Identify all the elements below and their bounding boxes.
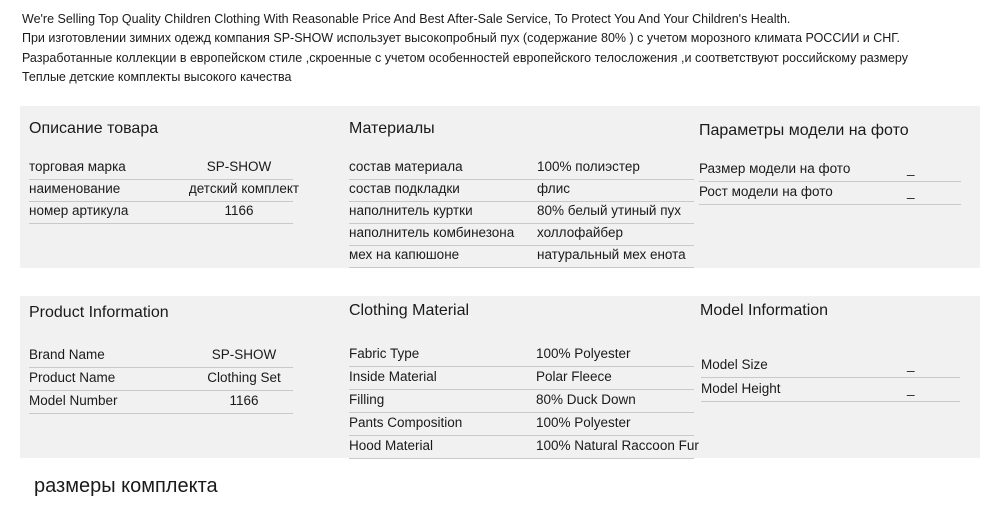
intro-line: We're Selling Top Quality Children Clothing With Reasonable Price And Best After-Sale Service, To Protect You And Your Children's Health. xyxy=(22,12,791,26)
spec-row xyxy=(701,356,960,378)
spec-value: холлофайбер xyxy=(537,225,623,240)
column-title: Материалы xyxy=(349,120,435,137)
spec-panel-russian xyxy=(20,106,980,268)
spec-row xyxy=(349,158,694,180)
intro-line: При изготовлении зимних одежд компания SP-SHOW использует высокопробный пух (содержание 80% ) с учетом морозного климата РОССИИ и СНГ. xyxy=(22,31,901,46)
intro-line: Разработанные коллекции в европейском стиле ,скроенные с учетом особенностей европейского телосложения ,и соответствуют российскому размеру xyxy=(22,50,908,65)
spec-key: наполнитель комбинезона xyxy=(349,225,515,240)
spec-row xyxy=(29,392,293,414)
spec-panel-english xyxy=(20,296,980,458)
spec-key: Brand Name xyxy=(29,347,105,362)
spec-key: наполнитель куртки xyxy=(349,203,473,218)
spec-key: состав материала xyxy=(349,159,463,174)
spec-value: Polar Fleece xyxy=(536,369,612,384)
spec-row xyxy=(349,391,694,413)
spec-value: натуральный мех енота xyxy=(537,247,686,262)
spec-row xyxy=(349,246,694,268)
spec-key: наименование xyxy=(29,181,121,196)
spec-key: Pants Composition xyxy=(349,415,463,430)
spec-key: состав подкладки xyxy=(349,181,460,196)
column-title: Clothing Material xyxy=(349,302,470,319)
spec-key: Размер модели на фото xyxy=(699,161,851,176)
column-title: Model Information xyxy=(700,302,829,319)
spec-row xyxy=(29,369,293,391)
spec-key: Model Number xyxy=(29,393,118,408)
spec-key: торговая марка xyxy=(29,159,126,174)
spec-key: Model Height xyxy=(701,381,781,396)
spec-value: флис xyxy=(537,181,570,196)
spec-row xyxy=(29,158,293,180)
spec-row xyxy=(349,224,694,246)
spec-value: _ xyxy=(907,381,915,396)
spec-value: детский комплект xyxy=(188,181,300,196)
spec-row xyxy=(349,414,694,436)
spec-row xyxy=(701,380,960,402)
spec-row xyxy=(699,160,961,182)
spec-value: 100% Polyester xyxy=(536,346,631,361)
spec-value: _ xyxy=(907,184,915,199)
spec-value: Clothing Set xyxy=(207,370,281,385)
spec-key: Product Name xyxy=(29,370,116,385)
spec-value: SP-SHOW xyxy=(211,347,277,362)
intro-line: Теплые детские комплекты высокого качества xyxy=(22,70,292,85)
spec-row xyxy=(349,437,699,459)
spec-value: 100% полиэстер xyxy=(537,159,640,174)
column-title: Описание товара xyxy=(29,120,159,137)
spec-row xyxy=(699,183,961,205)
spec-key: мех на капюшоне xyxy=(349,247,460,262)
spec-key: Model Size xyxy=(701,357,768,372)
column-title: Product Information xyxy=(29,304,169,321)
spec-row xyxy=(349,368,694,390)
spec-value: _ xyxy=(907,357,915,372)
spec-value: SP-SHOW xyxy=(206,159,272,174)
spec-row xyxy=(349,180,694,202)
spec-row xyxy=(29,346,293,368)
spec-key: Filling xyxy=(349,392,385,407)
spec-value: 80% белый утиный пух xyxy=(537,203,682,218)
intro-text xyxy=(22,10,992,88)
spec-key: Рост модели на фото xyxy=(699,184,833,199)
spec-row xyxy=(29,180,300,202)
spec-row xyxy=(349,202,694,224)
spec-key: Fabric Type xyxy=(349,346,420,361)
spec-value: 100% Natural Raccoon Fur xyxy=(536,438,699,453)
spec-row xyxy=(29,202,293,224)
spec-key: Hood Material xyxy=(349,438,434,453)
column-title: Параметры модели на фото xyxy=(699,122,909,139)
spec-value: 80% Duck Down xyxy=(536,392,636,407)
spec-value: 1166 xyxy=(224,203,254,218)
spec-value: 100% Polyester xyxy=(536,415,631,430)
spec-value: _ xyxy=(907,161,915,176)
spec-key: номер артикула xyxy=(29,203,129,218)
sizes-heading: размеры комплекта xyxy=(34,475,218,497)
spec-key: Inside Material xyxy=(349,369,437,384)
spec-row xyxy=(349,345,694,367)
spec-value: 1166 xyxy=(229,393,259,408)
